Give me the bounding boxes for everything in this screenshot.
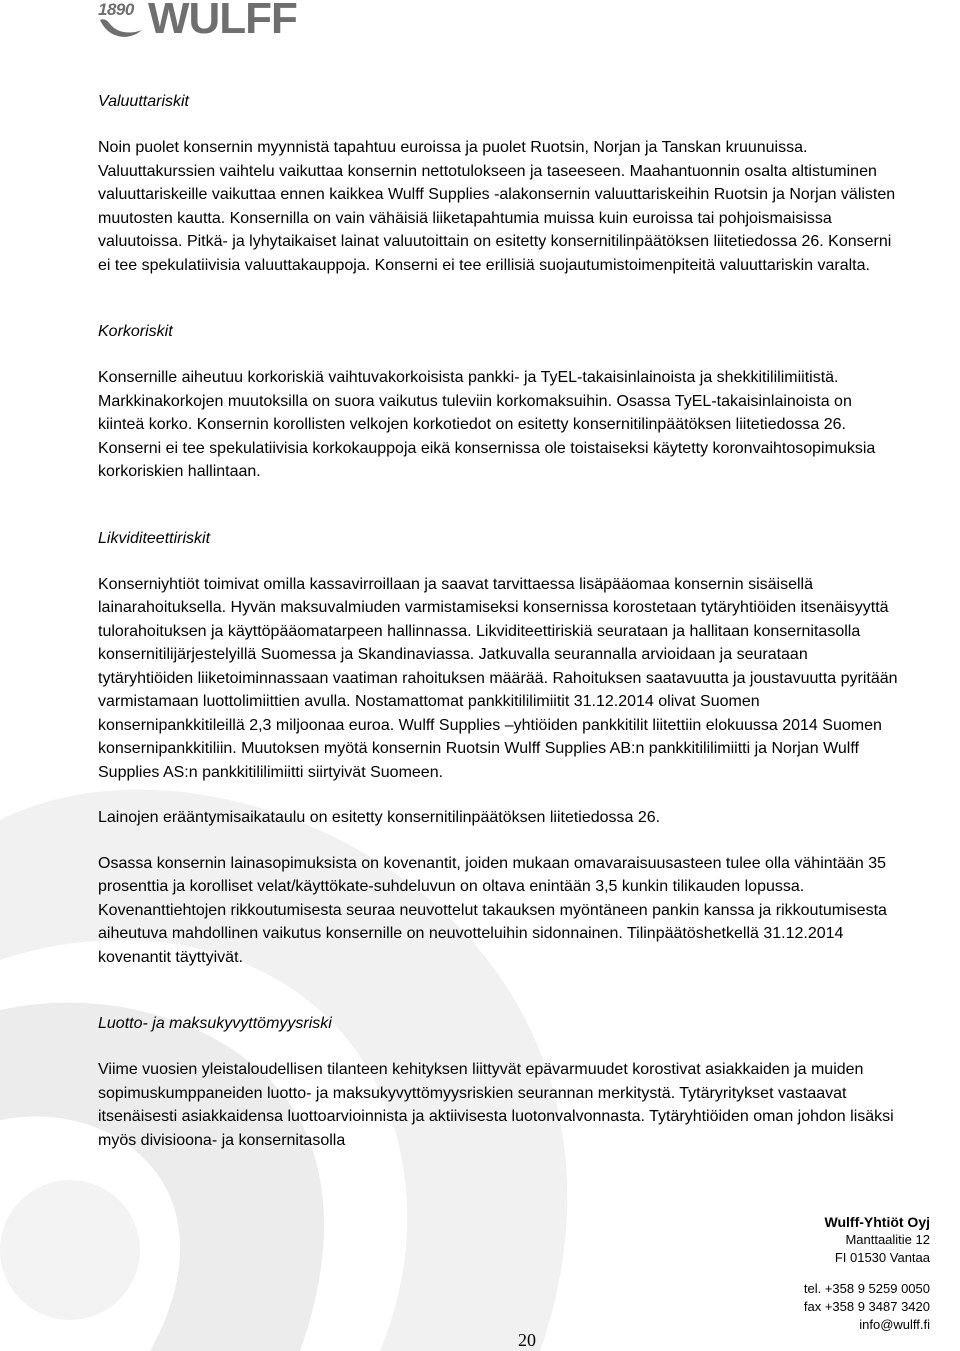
- footer-fax: fax +358 9 3487 3420: [803, 1299, 930, 1314]
- logo-swirl-icon: [98, 16, 144, 44]
- footer-company: Wulff-Yhtiöt Oyj: [824, 1214, 930, 1230]
- logo-name: WULFF: [148, 0, 297, 43]
- section-luottoriski: [98, 1012, 898, 1152]
- footer-street: Manttaalitie 12: [845, 1232, 930, 1247]
- section-paragraph: Osassa konsernin lainasopimuksista on kovenantit, joiden mukaan omavaraisuusasteen tulee olla vähintään 35 prosenttia ja korolliset velat/käyttökate-suhdeluvun on oltava enintään 3,5 kunkin tilikauden lopussa. Kovenanttiehtojen rikkoutumisesta seuraa neuvottelut takauksen myöntäneen pankin kanssa ja rikkoutumisesta aiheutuva mahdollinen vaikutus konsernille on neuvotteluihin sidonnainen. Tilinpäätöshetkellä 31.12.2014 kovenantit täyttyivät.: [98, 854, 887, 966]
- section-heading: Likviditeettiriskit: [98, 529, 211, 547]
- section-paragraph: Konserniyhtiöt toimivat omilla kassavirroillaan ja saavat tarvittaessa lisäpääomaa konsernin sisäisellä lainarahoituksella. Hyvän maksuvalmiuden varmistamiseksi konsernissa korostetaan tytäryhtiöiden itsenäisyyttä tulorahoituksen ja käyttöpääomatarpeen hallinnassa. Likviditeettiriskiä seurataan ja hallitaan konsernitasolla konsernitilijärjestelyillä Suomessa ja Skandinaviassa. Jatkuvalla seurannalla arvioidaan ja seurataan tytäryhtiöiden liiketoiminnassaan vaatiman rahoituksen määrää. Rahoituksen saatavuutta ja joustavuutta pyritään varmistamaan luottolimiittien avulla. Nostamattomat pankkitililimiitit 31.12.2014 olivat Suomen konsernipankkitileillä 2,3 miljoonaa euroa. Wulff Supplies –yhtiöiden pankkitilit liitettiin elokuussa 2014 Suomen konsernipankkitiliin. Muutoksen myötä konsernin Ruotsin Wulff Supplies AB:n pankkitililimiitti ja Norjan Wulff Supplies AS:n pankkitililimiitti siirtyivät Suomeen.: [98, 575, 898, 781]
- section-paragraph: Konsernille aiheutuu korkoriskiä vaihtuvakorkoisista pankki- ja TyEL-takaisinlainoista ja shekkitililimiitistä. Markkinakorkojen muutoksilla on suora vaikutus tuleviin korkomaksuihin. Osassa TyEL-takaisinlainoista on kiinteä korko. Konsernin korollisten velkojen korkotiedot on esitetty konsernitilinpäätöksen liitetiedossa 26. Konserni ei tee spekulatiivisia korkokauppoja eikä konsernissa ole toistaiseksi käytetty koronvaihtosopimuksia korkoriskien hallintaan.: [98, 369, 876, 480]
- section-likviditeettiriskit: [98, 527, 898, 970]
- footer-address: [825, 1213, 931, 1267]
- page-number: 20: [518, 1330, 536, 1350]
- document-body: [98, 90, 898, 1152]
- footer-city: FI 01530 Vantaa: [834, 1250, 930, 1265]
- section-heading: Luotto- ja maksukyvyttömyysriski: [98, 1015, 332, 1032]
- section-paragraph: Lainojen erääntymisaikataulu on esitetty konsernitilinpäätöksen liitetiedossa 26.: [98, 809, 661, 826]
- section-paragraph: Noin puolet konsernin myynnistä tapahtuu euroissa ja puolet Ruotsin, Norjan ja Tanskan kruunuissa. Valuuttakurssien vaihtelu vaikuttaa konsernin nettotulokseen ja taseeseen. Maahantuonnin osalta altistuminen valuuttariskeille vaikuttaa ennen kaikkea Wulff Supplies -alakonsernin valuuttariskeihin Ruotsin ja Norjan välisten muutosten kautta. Konsernilla on vain vähäisiä liiketapahtumia muissa kuin euroissa tai pohjoismaisissa valuutoissa. Pitkä- ja lyhytaikaiset lainat valuutoittain on esitetty konsernitilinpäätöksen liitetiedossa 26. Konserni ei tee spekulatiivisia valuuttakauppoja. Konserni ei tee erillisiä suojautumistoimenpiteitä valuuttariskin varalta.: [98, 139, 896, 274]
- logo-year: 1890: [98, 0, 134, 19]
- section-korkoriskit: [98, 320, 898, 484]
- footer-email: info@wulff.fi: [859, 1317, 930, 1332]
- section-heading: Korkoriskit: [98, 323, 173, 340]
- footer-tel: tel. +358 9 5259 0050: [803, 1281, 930, 1296]
- section-paragraph: Viime vuosien yleistaloudellisen tilanteen kehityksen liittyvät epävarmuudet korostivat asiakkaiden ja muiden sopimuskumppaneiden luotto- ja maksukyvyttömyysriskien seurannan merkitystä. Tytäryritykset vastaavat itsenäisesti asiakkaidensa luottoarvioinnista ja aktiivisesta luotonvalvonnasta. Tytäryhtiöiden oman johdon lisäksi myös divisioona- ja konsernitasolla: [98, 1061, 894, 1149]
- section-heading: Valuuttariskit: [98, 93, 189, 110]
- section-valuuttariskit: [98, 90, 898, 277]
- footer-contact: [804, 1280, 930, 1334]
